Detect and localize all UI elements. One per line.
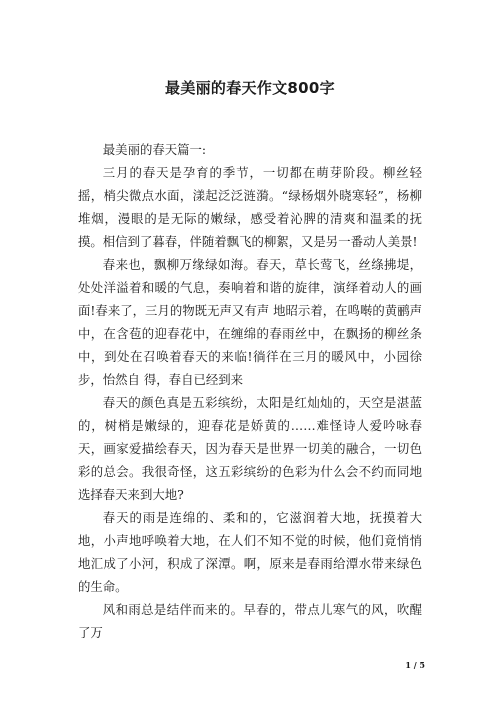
paragraph-1: 三月的春天是孕育的季节，一切都在萌芽阶段。柳丝轻摇，梢尖微点水面，漾起泛泛涟漪。“绿杨烟外晓寒轻”，杨柳堆烟，漫眼的是无际的嫩绿，感受着沁脾的清爽和温柔的抚摸。相信到了暮春，伴随着飘飞的柳絮，又是另一番动人美景! bbox=[78, 165, 422, 249]
section-heading: 最美丽的春天篇一: bbox=[102, 142, 207, 157]
paragraph-4: 春天的雨是连绵的、柔和的，它滋润着大地，抚摸着大地，小声地呼唤着大地，在人们不知不觉的时候，他们竟悄悄地汇成了小河，积成了深潭。啊，原来是春雨给潭水带来绿色的生命。 bbox=[78, 510, 422, 594]
page-number: 1 / 5 bbox=[405, 660, 425, 670]
paragraph-2: 春来也，飘柳万缘绿如海。春天，草长莺飞，丝绦拂堤，处处洋溢着和暖的气息，奏响着和谐的旋律，演绎着动人的画面!春来了，三月的物既无声又有声 地昭示着，在鸣啭的黄鹂声中，在含苞的迎春花中，在缠绵的春雨丝中，在飘扬的柳丝条中，到处在召唤着春天的来临!徜徉在三月的暖风中，小园徐步，怡然自 得，春自已经到来 bbox=[78, 257, 422, 387]
document-body bbox=[78, 138, 422, 644]
paragraph-3: 春天的颜色真是五彩缤纷，太阳是红灿灿的，天空是湛蓝的，树梢是嫩绿的，迎春花是娇黄的……难怪诗人爱吟咏春天，画家爱描绘春天，因为春天是世界一切美的融合，一切色彩的总会。我很奇怪，这五彩缤纷的色彩为什么会不约而同地选择春天来到大地? bbox=[78, 395, 422, 502]
document-title: 最美丽的春天作文800字 bbox=[165, 79, 335, 97]
paragraph-5: 风和雨总是结伴而来的。早春的，带点儿寒气的风，吹醒了万 bbox=[78, 602, 422, 640]
